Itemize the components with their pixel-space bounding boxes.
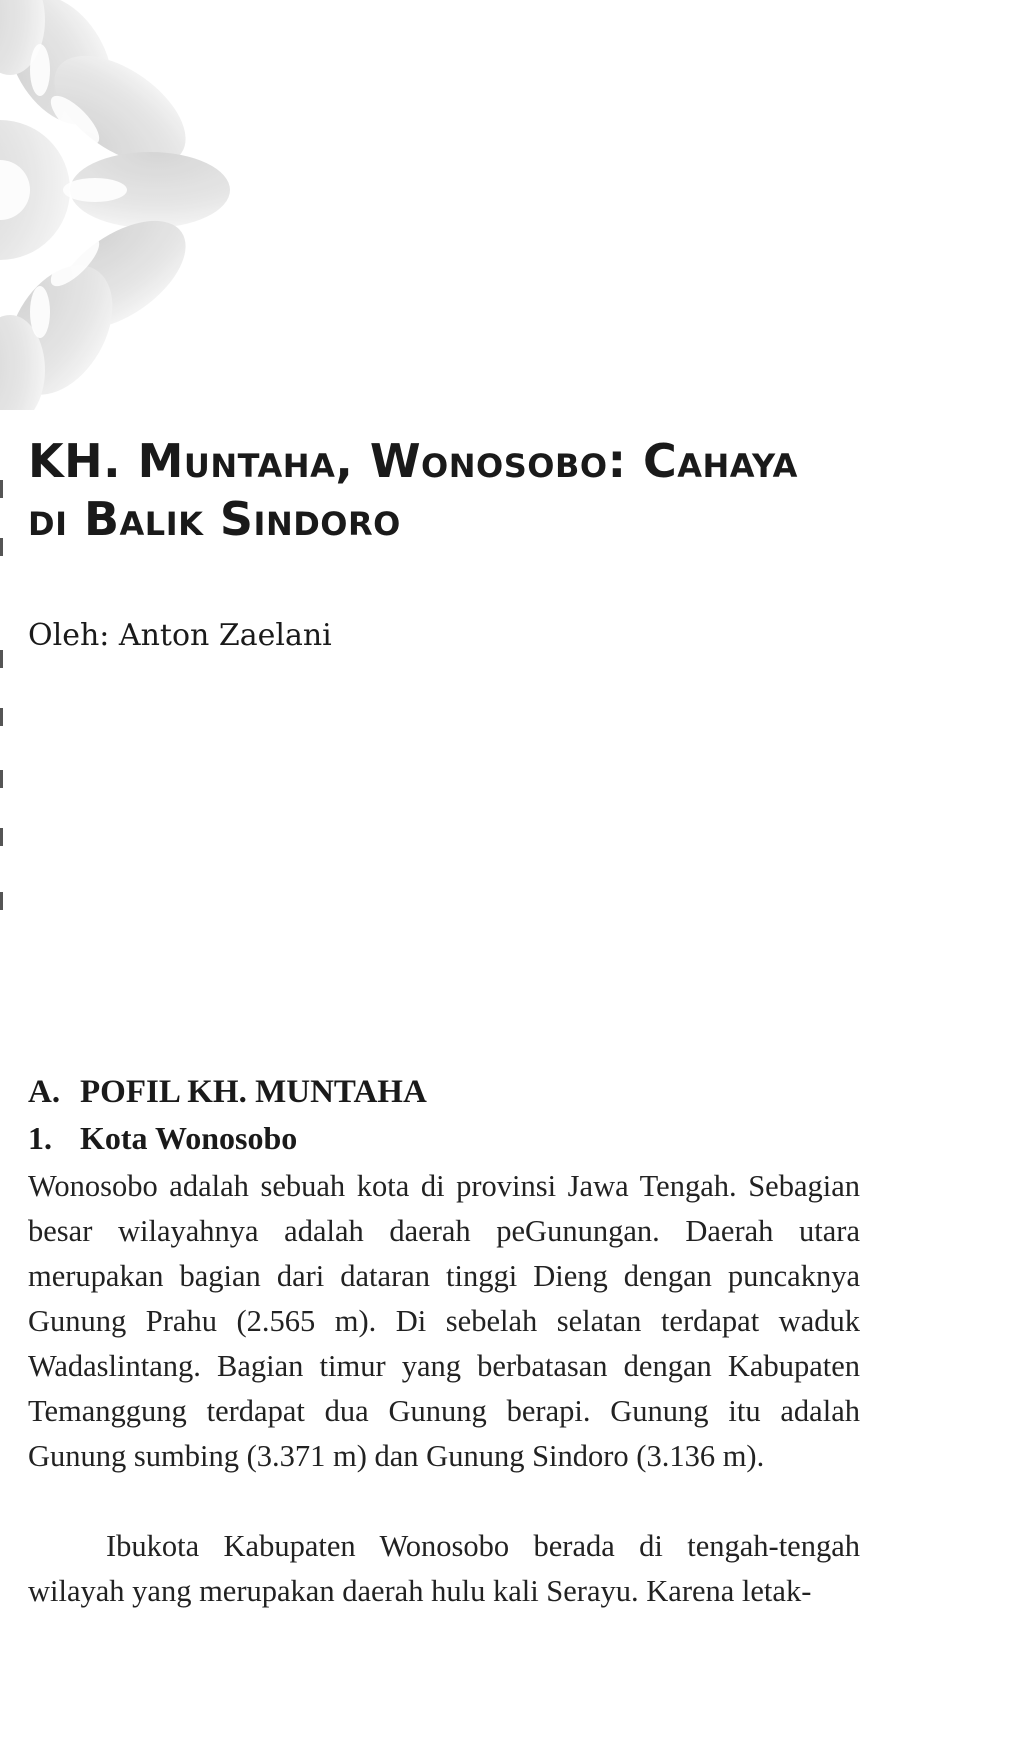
chapter-title: [28, 432, 888, 548]
body-paragraph-2: Ibukota Kabupaten Wonosobo berada di tengah-tengah wilayah yang merupakan daerah hulu kali Serayu. Karena letak-: [28, 1529, 860, 1608]
decorative-ornament-icon: [0, 0, 230, 410]
subsection-heading: [28, 1118, 297, 1158]
margin-marks: [0, 480, 4, 940]
author-byline: Oleh: Anton Zaelani: [28, 618, 332, 653]
chapter-title-line2: di Balik Sindoro: [28, 492, 401, 546]
subsection-number: 1.: [28, 1120, 52, 1156]
section-title: POFIL KH. MUNTAHA: [80, 1074, 427, 1110]
body-paragraph-1: Wonosobo adalah sebuah kota di provinsi Jawa Tengah. Sebagian besar wilayahnya adalah daerah peGunungan. Daerah utara merupakan bagian dari dataran tinggi Dieng dengan puncaknya Gunung Prahu (2.565 m). Di sebelah selatan terdapat waduk Wadaslintang. Bagian timur yang berbatasan dengan Kabupaten Temanggung terdapat dua Gunung berapi. Gunung itu adalah Gunung sumbing (3.371 m) dan Gunung Sindoro (3.136 m).: [28, 1169, 860, 1473]
chapter-title-line1: KH. Muntaha, Wonosobo: Cahaya: [28, 434, 798, 488]
section-number: A.: [28, 1074, 61, 1110]
section-heading: [28, 1072, 427, 1112]
subsection-title: Kota Wonosobo: [80, 1120, 298, 1156]
